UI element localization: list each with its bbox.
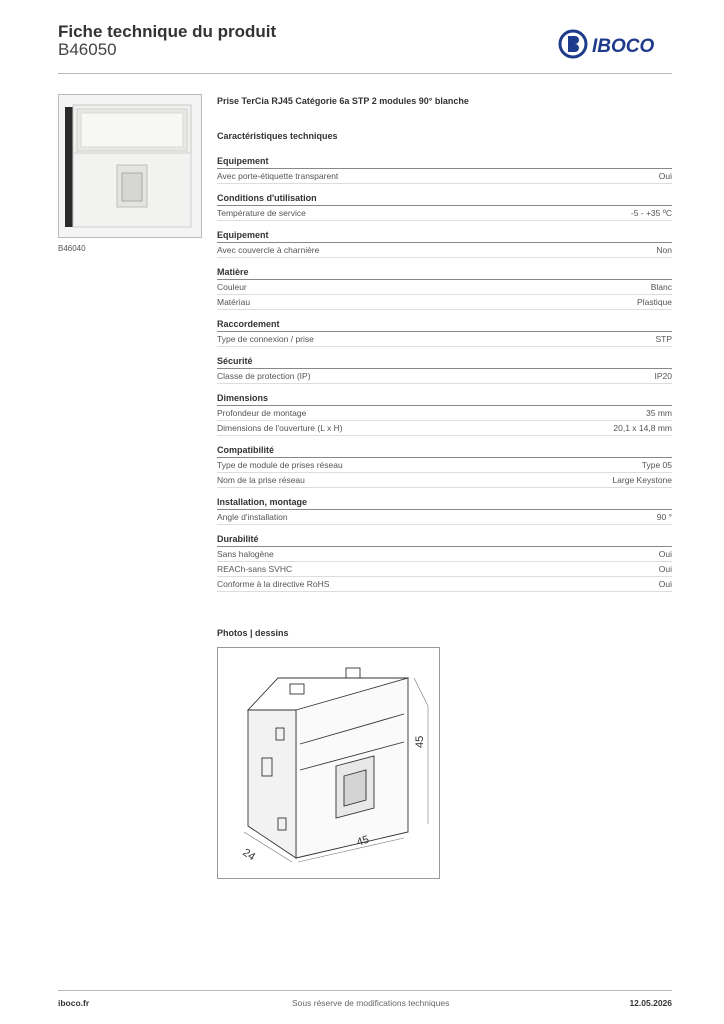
spec-group bbox=[217, 192, 672, 221]
product-thumbnail bbox=[58, 94, 202, 238]
dim-depth-label: 24 bbox=[240, 846, 258, 864]
spec-label: Type de connexion / prise bbox=[217, 334, 314, 344]
spec-group-title: Conditions d'utilisation bbox=[217, 192, 672, 206]
product-code: B46050 bbox=[58, 40, 117, 59]
spec-label: Profondeur de montage bbox=[217, 408, 307, 418]
spec-value: Oui bbox=[658, 579, 672, 589]
spec-value: 35 mm bbox=[646, 408, 672, 418]
spec-group-title: Dimensions bbox=[217, 392, 672, 406]
spec-row bbox=[217, 169, 672, 184]
spec-label: Type de module de prises réseau bbox=[217, 460, 343, 470]
spec-value: Oui bbox=[658, 564, 672, 574]
footer-divider bbox=[58, 990, 672, 991]
dim-width-label: 45 bbox=[355, 833, 371, 849]
spec-group bbox=[217, 266, 672, 310]
spec-label: REACh-sans SVHC bbox=[217, 564, 293, 574]
logo-text: IBOCO bbox=[592, 36, 655, 57]
spec-value: -5 - +35 ºC bbox=[630, 208, 672, 218]
spec-row bbox=[217, 332, 672, 347]
spec-value: Oui bbox=[658, 549, 672, 559]
footer-date: 12.05.2026 bbox=[629, 998, 672, 1008]
spec-group-title: Raccordement bbox=[217, 318, 672, 332]
product-name: Prise TerCia RJ45 Catégorie 6a STP 2 modules 90° blanche bbox=[217, 96, 469, 106]
spec-label: Couleur bbox=[217, 282, 247, 292]
spec-label: Dimensions de l'ouverture (L x H) bbox=[217, 423, 343, 433]
spec-row bbox=[217, 562, 672, 577]
spec-row bbox=[217, 369, 672, 384]
spec-value: Non bbox=[656, 245, 672, 255]
spec-value: Blanc bbox=[650, 282, 672, 292]
footer-site-link[interactable]: iboco.fr bbox=[58, 998, 90, 1008]
spec-row bbox=[217, 295, 672, 310]
spec-row bbox=[217, 547, 672, 562]
spec-group-title: Installation, montage bbox=[217, 496, 672, 510]
spec-row bbox=[217, 510, 672, 525]
spec-group-title: Compatibilité bbox=[217, 444, 672, 458]
spec-row bbox=[217, 243, 672, 258]
photos-title: Photos | dessins bbox=[217, 628, 289, 638]
spec-value: Large Keystone bbox=[612, 475, 672, 485]
spec-value: Oui bbox=[658, 171, 672, 181]
spec-row bbox=[217, 421, 672, 436]
spec-group-title: Durabilité bbox=[217, 533, 672, 547]
thumbnail-caption: B46040 bbox=[58, 244, 86, 253]
spec-value: Plastique bbox=[637, 297, 672, 307]
spec-label: Matériau bbox=[217, 297, 251, 307]
spec-group bbox=[217, 155, 672, 184]
footer-notice: Sous réserve de modifications techniques bbox=[292, 998, 450, 1008]
spec-group bbox=[217, 533, 672, 592]
spec-table bbox=[217, 155, 672, 600]
spec-group bbox=[217, 496, 672, 525]
spec-label: Conforme à la directive RoHS bbox=[217, 579, 330, 589]
spec-label: Angle d'installation bbox=[217, 512, 288, 522]
spec-group bbox=[217, 355, 672, 384]
spec-group bbox=[217, 318, 672, 347]
spec-label: Nom de la prise réseau bbox=[217, 475, 305, 485]
spec-group bbox=[217, 444, 672, 488]
spec-group bbox=[217, 392, 672, 436]
spec-label: Température de service bbox=[217, 208, 306, 218]
spec-group-title: Equipement bbox=[217, 229, 672, 243]
spec-label: Sans halogène bbox=[217, 549, 274, 559]
dim-height-label: 45 bbox=[414, 735, 426, 748]
page-title: Fiche technique du produit bbox=[58, 22, 277, 41]
spec-group-title: Sécurité bbox=[217, 355, 672, 369]
spec-group-title: Matière bbox=[217, 266, 672, 280]
spec-value: Type 05 bbox=[641, 460, 672, 470]
spec-group bbox=[217, 229, 672, 258]
spec-row bbox=[217, 280, 672, 295]
spec-value: 90 ° bbox=[656, 512, 672, 522]
spec-row bbox=[217, 577, 672, 592]
spec-group-title: Equipement bbox=[217, 155, 672, 169]
iboco-logo bbox=[558, 28, 676, 60]
technical-drawing bbox=[217, 647, 440, 879]
spec-section-title: Caractéristiques techniques bbox=[217, 131, 338, 141]
spec-row bbox=[217, 458, 672, 473]
spec-label: Avec couvercle à charnière bbox=[217, 245, 320, 255]
spec-row bbox=[217, 206, 672, 221]
header-divider bbox=[58, 73, 672, 74]
spec-value: IP20 bbox=[654, 371, 672, 381]
spec-value: STP bbox=[655, 334, 672, 344]
spec-row bbox=[217, 473, 672, 488]
spec-label: Avec porte-étiquette transparent bbox=[217, 171, 339, 181]
spec-row bbox=[217, 406, 672, 421]
spec-label: Classe de protection (IP) bbox=[217, 371, 311, 381]
spec-value: 20,1 x 14,8 mm bbox=[613, 423, 672, 433]
